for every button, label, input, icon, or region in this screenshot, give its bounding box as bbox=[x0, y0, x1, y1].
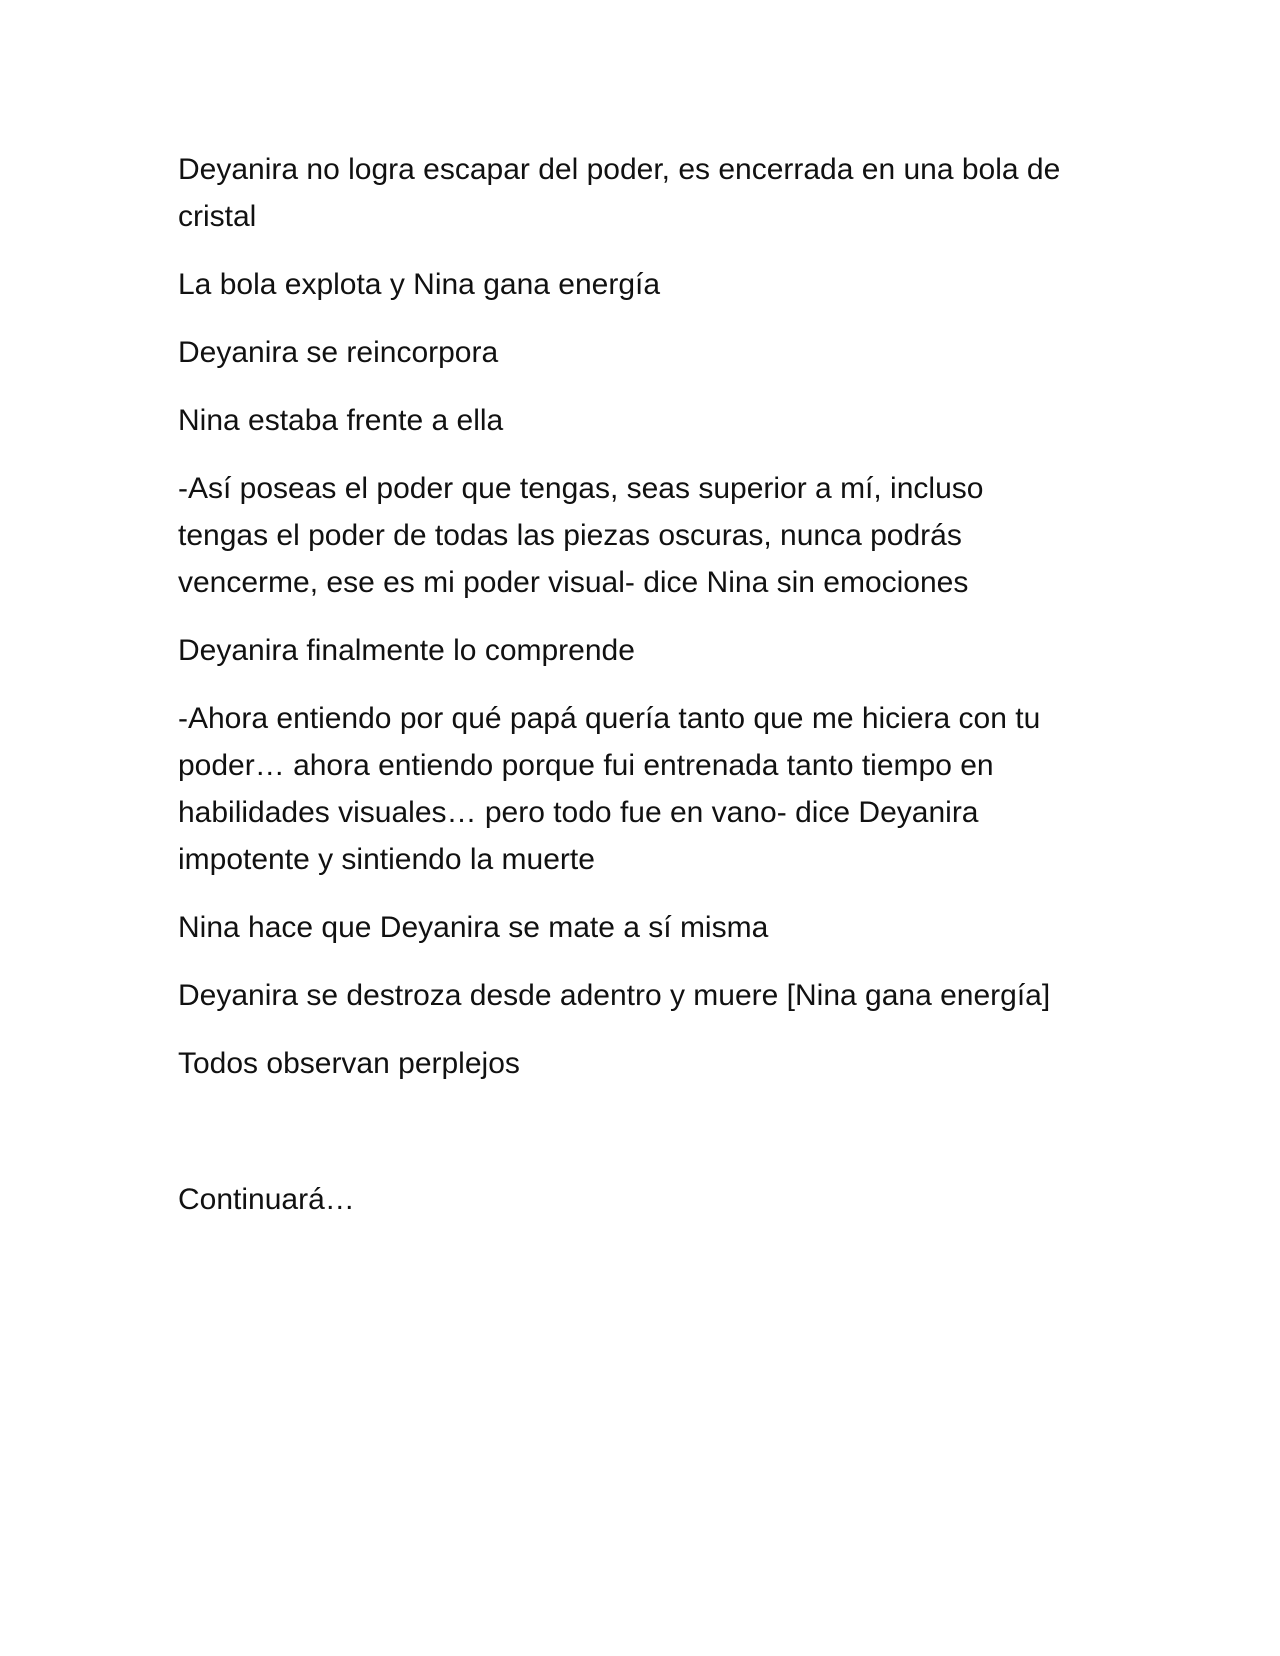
blank-line bbox=[178, 1108, 1080, 1176]
paragraph: Nina estaba frente a ella bbox=[178, 404, 504, 437]
paragraph: Deyanira no logra escapar del poder, es encerrada en una bola de cristal bbox=[178, 153, 1061, 233]
paragraph: -Así poseas el poder que tengas, seas superior a mí, incluso tengas el poder de todas las piezas oscuras, nunca podrás vencerme, ese es mi poder visual- dice Nina sin emociones bbox=[178, 472, 984, 599]
paragraph: Deyanira se reincorpora bbox=[178, 336, 499, 369]
ending-text: Continuará… bbox=[178, 1183, 355, 1216]
paragraph: Todos observan perplejos bbox=[178, 1047, 520, 1080]
paragraph: Deyanira finalmente lo comprende bbox=[178, 634, 635, 667]
paragraph: La bola explota y Nina gana energía bbox=[178, 268, 661, 301]
paragraph: Nina hace que Deyanira se mate a sí misma bbox=[178, 911, 769, 944]
paragraph: -Ahora entiendo por qué papá quería tanto que me hiciera con tu poder… ahora entiendo porque fui entrenada tanto tiempo en habilidades visuales… pero todo fue en vano- dice Deyanira impotente y sintiendo la muerte bbox=[178, 702, 1041, 876]
paragraph: Deyanira se destroza desde adentro y muere [Nina gana energía] bbox=[178, 979, 1051, 1012]
